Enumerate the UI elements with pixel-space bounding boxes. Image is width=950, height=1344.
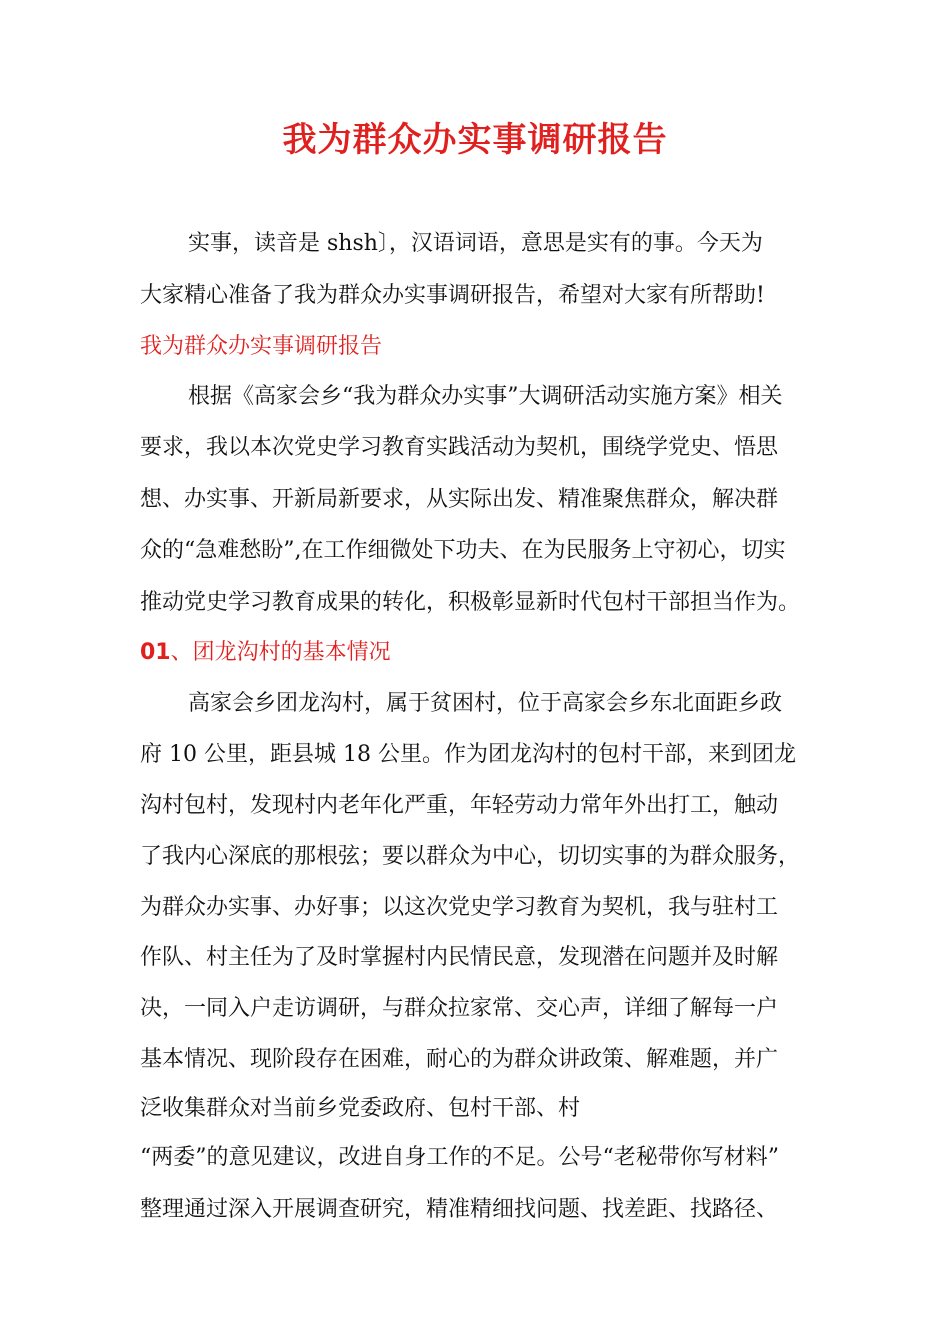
section-heading-01: [140, 638, 391, 668]
paragraph1-line-2: 要求，我以本次党史学习教育实践活动为契机，围绕学党史、悟思: [140, 435, 779, 460]
paragraph2-line-9: 泛收集群众对当前乡党委政府、包村干部、村: [140, 1096, 581, 1121]
paragraph2-line-4: 了我内心深底的那根弦；要以群众为中心，切切实事的为群众服务，: [140, 844, 801, 869]
paragraph1-line-1: 根据《高家会乡“我为群众办实事”大调研活动实施方案》相关: [188, 384, 783, 409]
paragraph1-line-4: 众的“急难愁盼”,在工作细微处下功夫、在为民服务上守初心，切实: [140, 538, 786, 563]
paragraph2-line-10: “两委”的意见建议，改进自身工作的不足。公号“老秘带你写材料”: [140, 1145, 779, 1170]
paragraph2-line-6: 作队、村主任为了及时掌握村内民情民意，发现潜在问题并及时解: [140, 945, 779, 970]
paragraph2-line-1: 高家会乡团龙沟村，属于贫困村，位于高家会乡东北面距乡政: [188, 691, 783, 716]
section-heading-text: 、团龙沟村的基本情况: [170, 640, 391, 665]
paragraph2-line-2: 府 10 公里，距县城 18 公里。作为团龙沟村的包村干部，来到团龙: [140, 742, 796, 767]
section-number: 01: [140, 640, 171, 665]
intro-line-2: 大家精心准备了我为群众办实事调研报告，希望对大家有所帮助!: [140, 283, 765, 308]
paragraph1-line-5: 推动党史学习教育成果的转化，积极彰显新时代包村干部担当作为。: [140, 590, 801, 615]
section-subtitle: 我为群众办实事调研报告: [140, 334, 383, 359]
paragraph2-line-3: 沟村包村，发现村内老年化严重，年轻劳动力常年外出打工，触动: [140, 793, 779, 818]
paragraph2-line-5: 为群众办实事、办好事；以这次党史学习教育为契机，我与驻村工: [140, 895, 779, 920]
paragraph2-line-7: 决，一同入户走访调研，与群众拉家常、交心声，详细了解每一户: [140, 996, 779, 1021]
paragraph1-line-3: 想、办实事、开新局新要求，从实际出发、精准聚焦群众，解决群: [140, 487, 779, 512]
paragraph2-line-11: 整理通过深入开展调查研究，精准精细找问题、找差距、找路径、: [140, 1197, 779, 1222]
paragraph2-line-8: 基本情况、现阶段存在困难，耐心的为群众讲政策、解难题，并广: [140, 1047, 779, 1072]
intro-line-1: 实事，读音是 shsh〕，汉语词语，意思是实有的事。今天为: [188, 231, 763, 256]
document-title: 我为群众办实事调研报告: [282, 120, 668, 160]
